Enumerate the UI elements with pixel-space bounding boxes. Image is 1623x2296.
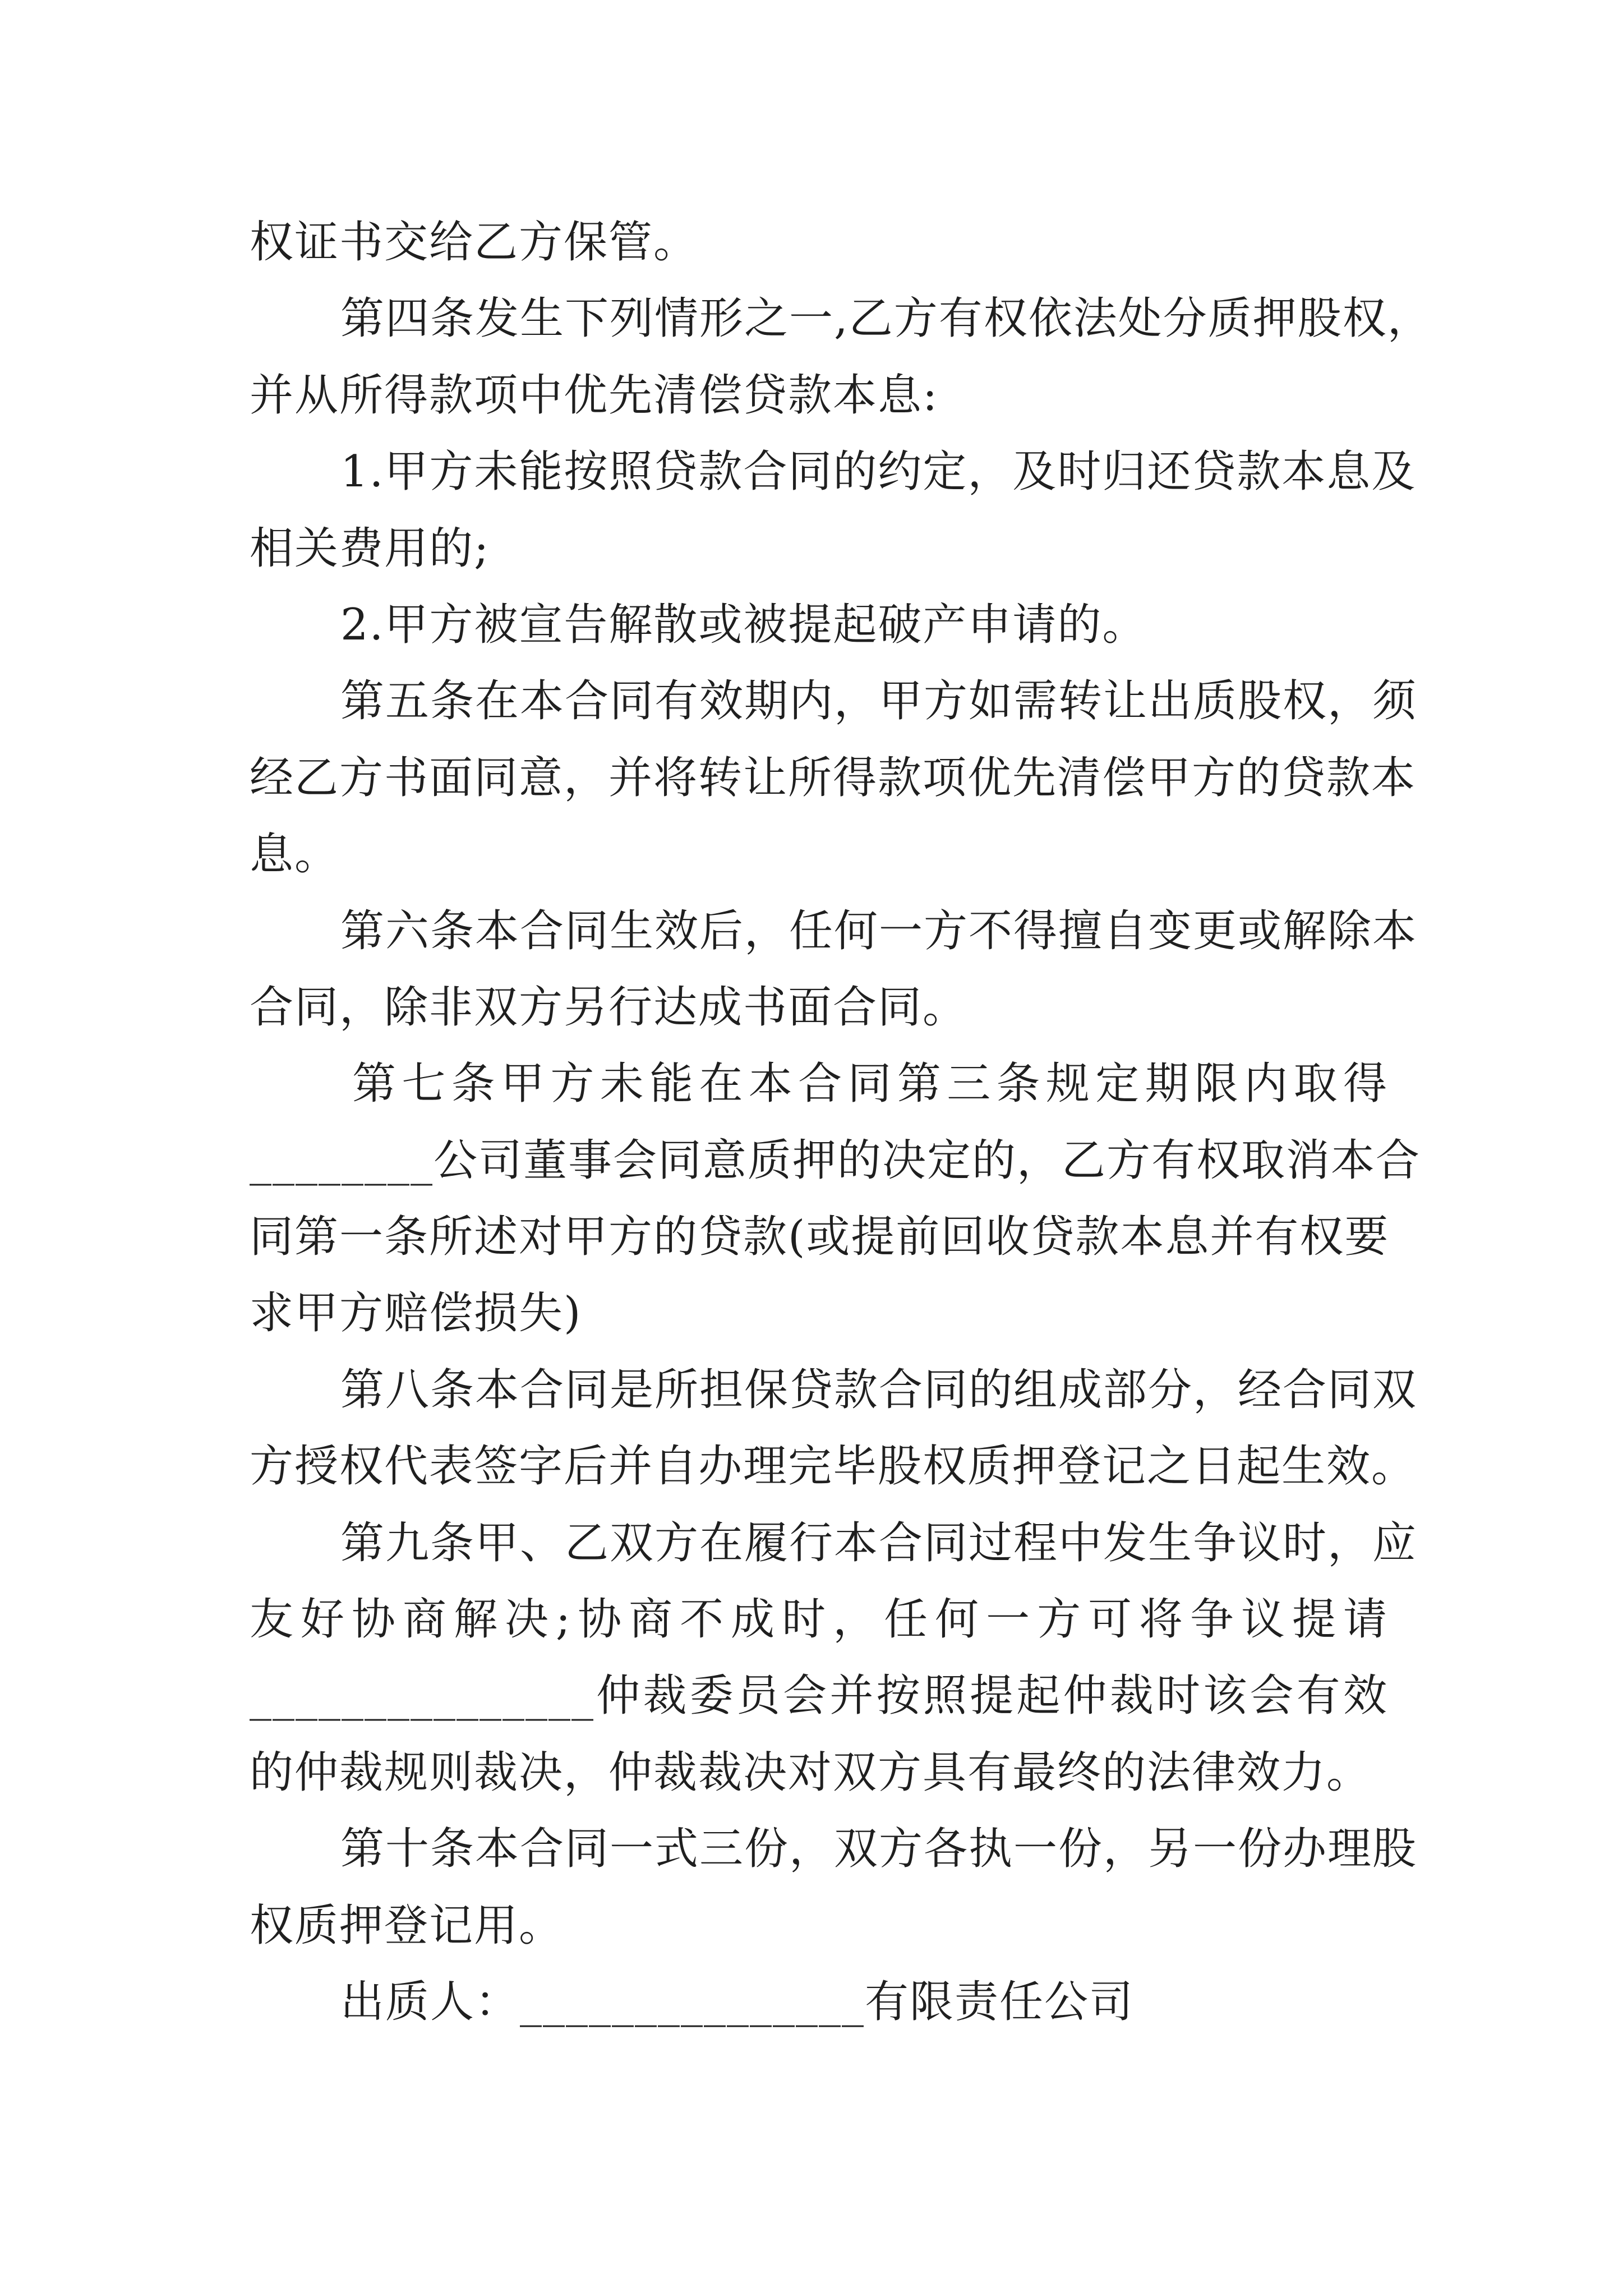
paragraph-line: 第七条甲方未能在本合同第三条规定期限内取得	[352, 1059, 1388, 1110]
paragraph-line: 求甲方赔偿损失)	[250, 1288, 582, 1339]
paragraph-line-with-blank: ________公司董事会同意质押的决定的，乙方有权取消本合	[250, 1135, 1421, 1186]
paragraph-line: 并从所得款项中优先清偿贷款本息:	[250, 370, 939, 421]
pledgor-signature-line	[250, 1964, 1388, 2040]
paragraph-line: 1.甲方未能按照贷款合同的约定，及时归还贷款本息及	[340, 447, 1417, 498]
paragraph-line: 2.甲方被宣告解散或被提起破产申请的。	[340, 599, 1147, 650]
paragraph-line: 同第一条所述对甲方的贷款(或提前回收贷款本息并有权要	[250, 1212, 1390, 1263]
paragraph-line: 权质押登记用。	[250, 1900, 564, 1951]
article-7-paragraph	[250, 1046, 1421, 1352]
paragraph-line: 经乙方书面同意，并将转让所得款项优先清偿甲方的贷款本	[250, 752, 1417, 803]
paragraph-line: 第六条本合同生效后，任何一方不得擅自变更或解除本	[340, 905, 1418, 956]
paragraph-line: 第四条发生下列情形之一,乙方有权依法处分质押股权，	[340, 293, 1432, 344]
article-10-paragraph	[250, 1811, 1418, 1964]
paragraph-line-with-blank: _______________仲裁委员会并按照提起仲裁时该会有效	[250, 1671, 1388, 1722]
paragraph-line: 第八条本合同是所担保贷款合同的组成部分，经合同双	[340, 1364, 1418, 1415]
article-8-paragraph	[250, 1352, 1418, 1505]
paragraph-line: 第九条甲、乙双方在履行本合同过程中发生争议时，应	[340, 1517, 1418, 1568]
article-4-paragraph	[250, 280, 1432, 434]
paragraph-line-with-blank: 出质人：_______________有限责任公司	[340, 1976, 1135, 2027]
paragraph-line: 第十条本合同一式三份，双方各执一份，另一份办理股	[340, 1824, 1418, 1875]
paragraph-line: 息。	[250, 829, 340, 880]
paragraph-line: 友好协商解决;协商不成时，任何一方可将争议提请	[250, 1594, 1388, 1645]
paragraph-line: 相关费用的;	[250, 523, 490, 574]
article-5-paragraph	[250, 663, 1418, 892]
article-6-paragraph	[250, 893, 1418, 1046]
paragraph-line: 第五条在本合同有效期内，甲方如需转让出质股权，须	[340, 676, 1418, 727]
article-9-paragraph	[250, 1505, 1418, 1811]
article-4-item-2	[250, 587, 1388, 663]
paragraph-line: 的仲裁规则裁决，仲裁裁决对双方具有最终的法律效力。	[250, 1747, 1372, 1798]
paragraph-line: 权证书交给乙方保管。	[250, 217, 699, 268]
document-body	[250, 204, 1432, 2040]
continuation-paragraph	[250, 204, 1388, 280]
article-4-item-1	[250, 434, 1417, 587]
paragraph-line: 合同，除非双方另行达成书面合同。	[250, 982, 968, 1033]
paragraph-line: 方授权代表签字后并自办理完毕股权质押登记之日起生效。	[250, 1441, 1417, 1492]
